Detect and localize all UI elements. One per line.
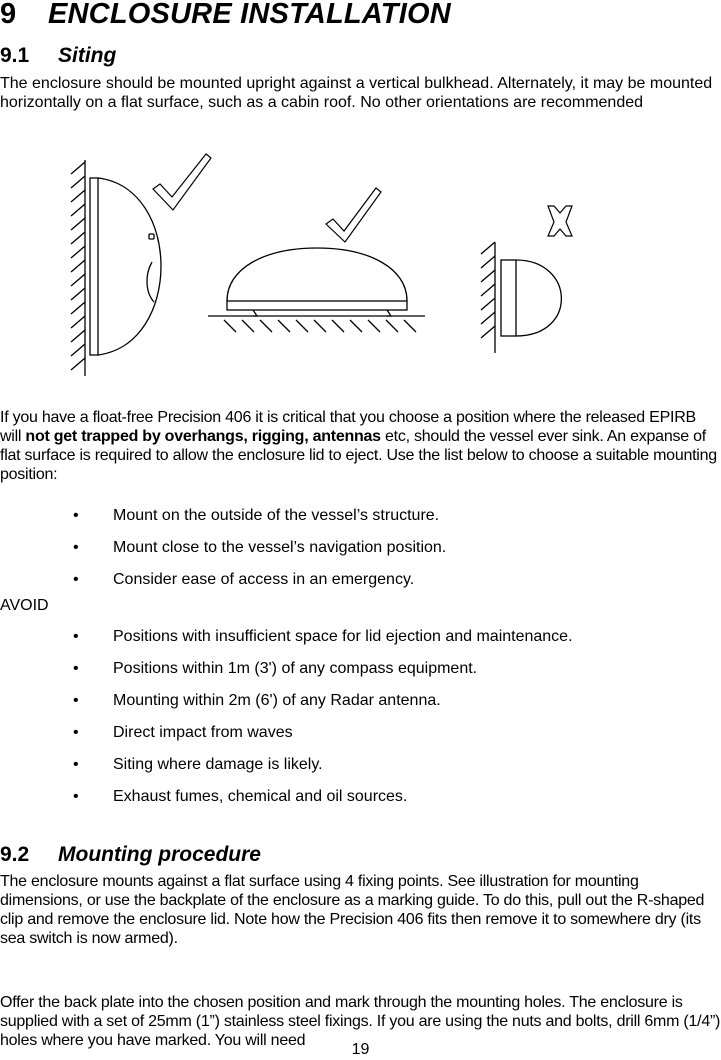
bullet: •: [73, 788, 79, 805]
bullet: •: [73, 628, 79, 645]
vertical-bulkhead-mount: [71, 160, 161, 376]
float-free-paragraph: [0, 408, 721, 484]
float-free-text-start: If you have a float-free Precision 406 it is critical that you choose a position where the released EPIRB will: [0, 409, 696, 445]
list-item: [0, 755, 721, 787]
section-heading: [0, 0, 451, 31]
bullet: •: [73, 539, 79, 556]
float-free-text-end: etc, should the vessel ever sink. An expanse of flat surface is required to allow the enclosure lid to eject. Use the list below to choose a suitable mounting position:: [0, 428, 717, 483]
list-item-text: Direct impact from waves: [113, 724, 293, 741]
check-icon: [326, 188, 381, 242]
bullet: •: [73, 507, 79, 524]
list-item: [0, 538, 721, 570]
recommended-positions-list: [0, 506, 721, 602]
list-item: [0, 691, 721, 723]
orientation-figure: [0, 148, 721, 380]
mounting-number: 9.2: [0, 843, 30, 866]
float-free-warning: not get trapped by overhangs, rigging, antennas: [25, 428, 381, 445]
bullet: •: [73, 692, 79, 709]
list-item-text: Consider ease of access in an emergency.: [113, 571, 415, 588]
mounting-title: Mounting procedure: [58, 843, 261, 866]
avoid-positions-list: [0, 627, 721, 819]
avoid-label: AVOID: [0, 597, 49, 614]
list-item: [0, 659, 721, 691]
siting-heading: [0, 44, 116, 68]
list-item: [0, 723, 721, 755]
list-item-text: Siting where damage is likely.: [113, 756, 323, 773]
list-item-text: Mount on the outside of the vessel’s structure.: [113, 507, 440, 524]
sideways-mount: [481, 242, 561, 353]
siting-number: 9.1: [0, 44, 30, 67]
siting-intro: The enclosure should be mounted upright against a vertical bulkhead. Alternately, it may be mounted horizontally on a flat surface, such as a cabin roof. No other orientations are recommended: [0, 75, 713, 111]
bullet: •: [73, 724, 79, 741]
list-item: [0, 506, 721, 538]
list-item: [0, 570, 721, 602]
horizontal-surface-mount: [208, 248, 425, 332]
list-item: [0, 787, 721, 819]
page-number: 19: [351, 1041, 370, 1058]
bullet: •: [73, 756, 79, 773]
section-number: 9: [0, 0, 17, 30]
cross-icon: [548, 206, 572, 236]
bullet: •: [73, 571, 79, 588]
list-item-text: Positions with insufficient space for lid ejection and maintenance.: [113, 628, 573, 645]
list-item-text: Mount close to the vessel’s navigation position.: [113, 539, 447, 556]
bullet: •: [73, 660, 79, 677]
mounting-orientation-illustration: [0, 148, 721, 380]
mounting-paragraph-1: The enclosure mounts against a flat surface using 4 fixing points. See illustration for mounting dimensions, or use the backplate of the enclosure as a marking guide. To do this, pull out the R-shaped clip and remove the enclosure lid. Note how the Precision 406 fits then remove it to somewhere dry (its sea switch is now armed).: [0, 873, 705, 947]
list-item-text: Mounting within 2m (6') of any Radar antenna.: [113, 692, 441, 709]
siting-title: Siting: [58, 44, 117, 67]
section-title: ENCLOSURE INSTALLATION: [48, 0, 451, 30]
mounting-heading: [0, 843, 261, 867]
list-item-text: Exhaust fumes, chemical and oil sources.: [113, 788, 408, 805]
list-item-text: Positions within 1m (3') of any compass equipment.: [113, 660, 478, 677]
list-item: [0, 627, 721, 659]
check-icon: [153, 154, 211, 210]
mounting-paragraph-2: Offer the back plate into the chosen position and mark through the mounting holes. The enclosure is supplied with a set of 25mm (1”) stainless steel fixings. If you are using the nuts and bolts, drill 6mm (1/4”) holes where you have marked. You will need: [0, 994, 721, 1049]
